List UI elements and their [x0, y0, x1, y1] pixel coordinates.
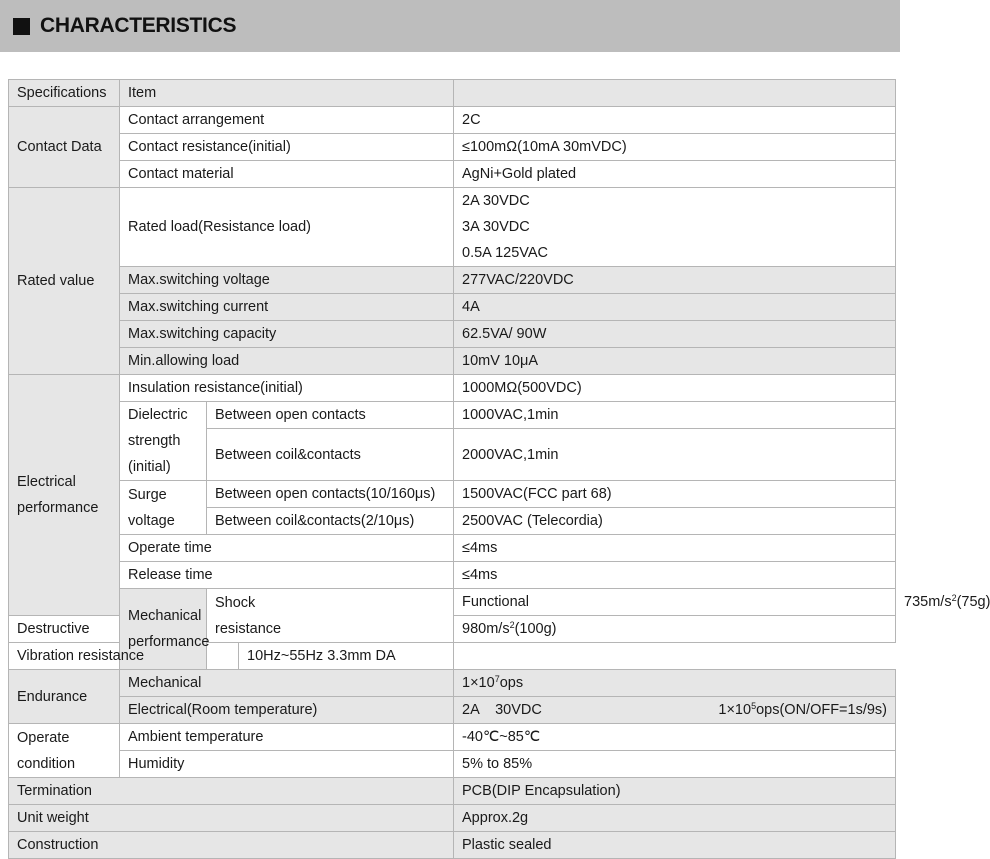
section-header [0, 0, 900, 52]
unit-weight-value: Approx.2g [454, 805, 896, 832]
table-header-row [9, 80, 896, 107]
table-row [9, 321, 896, 348]
group-electrical-performance [9, 375, 120, 616]
label-line: voltage [128, 512, 175, 529]
group-label-line: performance [17, 500, 99, 516]
item-label: Electrical(Room temperature) [120, 697, 454, 724]
rated-load-value: 0.5A 125VAC [462, 245, 549, 261]
label-line: strength [128, 433, 181, 449]
item-value: 1500VAC(FCC part 68) [454, 481, 896, 508]
item-value: 10mV 10μA [454, 348, 896, 375]
table-row [9, 643, 896, 670]
rated-load-value: 3A 30VDC [462, 219, 530, 235]
table-row [9, 832, 896, 859]
table-row [9, 107, 896, 134]
header-item: Item [120, 80, 454, 107]
item-value: 5% to 85% [454, 751, 896, 778]
table-row [9, 375, 896, 402]
item-value: 2500VAC (Telecordia) [454, 508, 896, 535]
item-label: Ambient temperature [120, 724, 454, 751]
table-row [9, 697, 896, 724]
item-value: 10Hz~55Hz 3.3mm DA [239, 643, 454, 670]
label-line: Surge [128, 486, 167, 503]
item-label: Min.allowing load [120, 348, 454, 375]
item-label: Insulation resistance(initial) [120, 375, 454, 402]
item-label: Max.switching current [120, 294, 454, 321]
item-label: Between open contacts [207, 402, 454, 429]
label-line: Dielectric [128, 407, 188, 423]
group-rated-value: Rated value [9, 188, 120, 375]
label-line: Shock [215, 594, 256, 611]
table-row [9, 805, 896, 832]
table-row [9, 670, 896, 697]
table-row: Mechanical performance Shock resistance Functional $735m/s^2(75g)$ [9, 589, 896, 616]
table-row [9, 535, 896, 562]
label-line: (initial) [128, 459, 171, 475]
table-row [9, 188, 896, 267]
item-value: 4A [454, 294, 896, 321]
construction-value: Plastic sealed [454, 832, 896, 859]
item-label: Between coil&contacts [207, 429, 454, 481]
table-row [9, 402, 896, 429]
group-label-line: Mechanical [128, 608, 202, 624]
item-label: Max.switching voltage [120, 267, 454, 294]
item-value: ≤100mΩ(10mA 30mVDC) [454, 134, 896, 161]
item-label: Between open contacts(10/160μs) [207, 481, 454, 508]
item-value: 1000MΩ(500VDC) [454, 375, 896, 402]
item-value: ≤4ms [454, 535, 896, 562]
characteristics-table [8, 79, 990, 859]
item-value: $1\times 10^7ops$ [454, 670, 896, 697]
item-value: $980m/s^2(100g)$ [454, 616, 896, 643]
item-value: 2000VAC,1min [454, 429, 896, 481]
shock-resistance-label [207, 589, 454, 643]
header-square-icon [13, 18, 30, 35]
item-value: 277VAC/220VDC [454, 267, 896, 294]
item-value [454, 697, 896, 724]
item-value: ≤4ms [454, 562, 896, 589]
group-endurance: Endurance [9, 670, 120, 724]
table-row [9, 751, 896, 778]
endurance-value-left: 2A 30VDC [462, 702, 542, 718]
item-label: Contact resistance(initial) [120, 134, 454, 161]
table-row [9, 562, 896, 589]
item-value: 1000VAC,1min [454, 402, 896, 429]
item-label: Rated load(Resistance load) [120, 188, 454, 267]
item-value: 2C [454, 107, 896, 134]
termination-label: Termination [9, 778, 454, 805]
item-label: Operate time [120, 535, 454, 562]
table-row [9, 724, 896, 751]
group-label-line: condition [17, 755, 76, 772]
rated-load-value: 2A 30VDC [462, 193, 530, 209]
item-value: 62.5VA/ 90W [454, 321, 896, 348]
item-label: Between coil&contacts(2/10μs) [207, 508, 454, 535]
table-row [9, 778, 896, 805]
label-line: resistance [215, 620, 282, 637]
group-label-line: performance [128, 634, 210, 650]
table-row [9, 481, 896, 508]
item-label: Release time [120, 562, 454, 589]
group-operate-condition [9, 724, 120, 778]
item-label: Contact material [120, 161, 454, 188]
group-label-line: Electrical [17, 474, 76, 490]
header-value [454, 80, 896, 107]
item-label: Humidity [120, 751, 454, 778]
item-label: Max.switching capacity [120, 321, 454, 348]
item-value-stack [454, 188, 896, 267]
termination-value: PCB(DIP Encapsulation) [454, 778, 896, 805]
table-row [9, 267, 896, 294]
item-value: -40℃~85℃ [454, 724, 896, 751]
endurance-value-right: $1\times 10^5ops(ON/OFF=1s/9s)$ [718, 701, 888, 718]
construction-label: Construction [9, 832, 454, 859]
group-label-line: Operate [17, 729, 70, 746]
item-value: AgNi+Gold plated [454, 161, 896, 188]
header-specifications: Specifications [9, 80, 120, 107]
section-title: CHARACTERISTICS [40, 14, 237, 37]
table-row [9, 348, 896, 375]
table-row [9, 134, 896, 161]
item-label: Vibration resistance [9, 643, 239, 670]
item-label: Functional [454, 589, 896, 616]
table-row [9, 294, 896, 321]
unit-weight-label: Unit weight [9, 805, 454, 832]
surge-voltage-label [120, 481, 207, 535]
item-label: Destructive [9, 616, 120, 643]
dielectric-strength-label [120, 402, 207, 481]
item-label: Mechanical [120, 670, 454, 697]
table-row [9, 161, 896, 188]
group-contact-data: Contact Data [9, 107, 120, 188]
item-label: Contact arrangement [120, 107, 454, 134]
